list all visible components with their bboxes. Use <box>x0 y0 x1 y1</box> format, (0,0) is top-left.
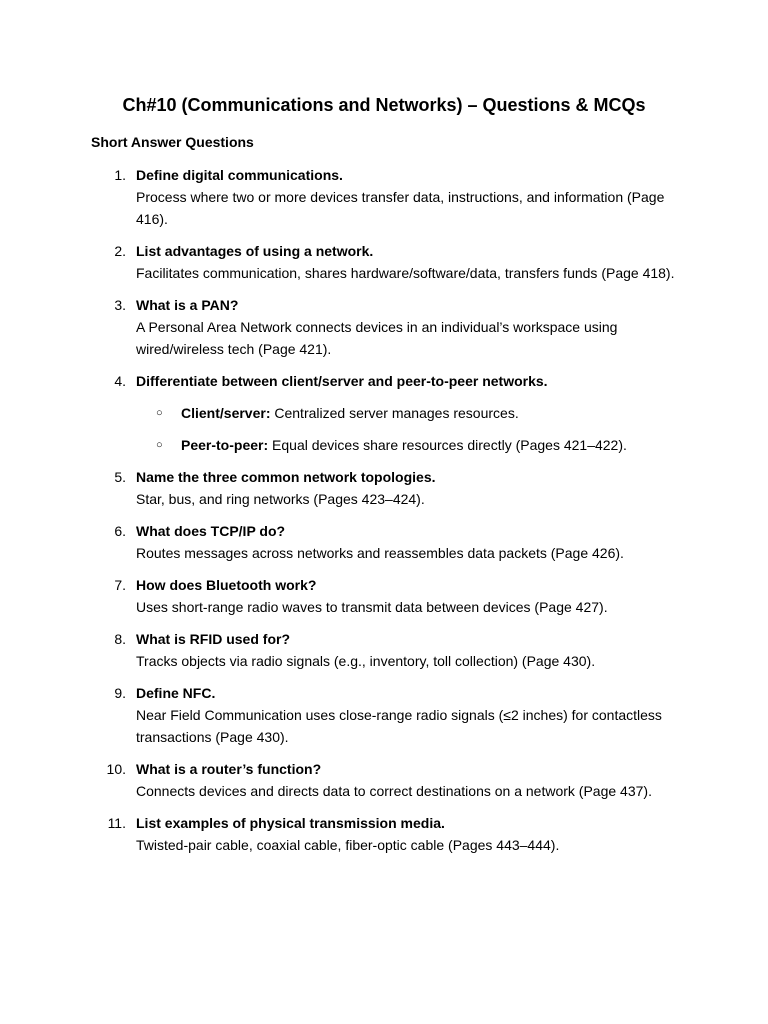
question-number: 2. <box>114 243 126 259</box>
answer-text: Tracks objects via radio signals (e.g., inventory, toll collection) (Page 430). <box>136 653 596 669</box>
question-number: 6. <box>114 523 126 539</box>
comparison-term: Client/server: <box>181 405 271 421</box>
question-item <box>0 812 768 856</box>
question-text: Define NFC. <box>136 685 216 701</box>
question-text: What is a PAN? <box>136 297 239 313</box>
question-number: 7. <box>114 577 126 593</box>
question-item <box>0 240 768 284</box>
question-text: What is RFID used for? <box>136 631 290 647</box>
question-item <box>0 574 768 618</box>
question-item <box>0 520 768 564</box>
question-text: What is a router’s function? <box>136 761 322 777</box>
question-number: 10. <box>106 761 126 777</box>
answer-text: Near Field Communication uses close-range radio signals (≤2 inches) for contactless transactions (Page 430). <box>136 707 662 745</box>
answer-text: Connects devices and directs data to correct destinations on a network (Page 437). <box>136 783 652 799</box>
answer-text: Facilitates communication, shares hardware/software/data, transfers funds (Page 418). <box>136 265 675 281</box>
question-list <box>0 164 768 866</box>
hollow-bullet-icon: ○ <box>156 407 163 419</box>
answer-text: Process where two or more devices transfer data, instructions, and information (Page 416). <box>136 189 665 227</box>
question-number: 3. <box>114 297 126 313</box>
section-heading: Short Answer Questions <box>91 134 254 150</box>
question-item <box>0 682 768 748</box>
question-number: 8. <box>114 631 126 647</box>
question-item <box>0 628 768 672</box>
question-number: 11. <box>107 815 126 831</box>
question-item <box>0 466 768 510</box>
question-text: List advantages of using a network. <box>136 243 374 259</box>
question-text: Name the three common network topologies. <box>136 469 436 485</box>
question-text: How does Bluetooth work? <box>136 577 317 593</box>
question-number: 5. <box>114 469 126 485</box>
hollow-bullet-icon: ○ <box>156 439 163 451</box>
question-item <box>0 758 768 802</box>
answer-text: A Personal Area Network connects devices in an individual’s workspace using wired/wireless tech (Page 421). <box>136 319 618 357</box>
comparison-list <box>136 402 678 456</box>
answer-text: Routes messages across networks and reassembles data packets (Page 426). <box>136 545 624 561</box>
answer-text: Twisted-pair cable, coaxial cable, fiber-optic cable (Pages 443–444). <box>136 837 560 853</box>
question-item <box>0 294 768 360</box>
question-number: 4. <box>114 373 126 389</box>
question-item <box>0 370 768 456</box>
comparison-item <box>136 434 678 456</box>
comparison-item <box>136 402 678 424</box>
question-text: What does TCP/IP do? <box>136 523 286 539</box>
comparison-text: Centralized server manages resources. <box>270 405 519 421</box>
comparison-term: Peer-to-peer: <box>181 437 269 453</box>
comparison-text: Equal devices share resources directly (Pages 421–422). <box>268 437 627 453</box>
question-text: Define digital communications. <box>136 167 343 183</box>
question-number: 1. <box>114 167 126 183</box>
page-title: Ch#10 (Communications and Networks) – Questions & MCQs <box>122 95 646 115</box>
answer-text: Uses short-range radio waves to transmit data between devices (Page 427). <box>136 599 608 615</box>
question-number: 9. <box>114 685 126 701</box>
question-text: List examples of physical transmission media. <box>136 815 445 831</box>
question-item <box>0 164 768 230</box>
answer-text: Star, bus, and ring networks (Pages 423–424). <box>136 491 425 507</box>
question-text: Differentiate between client/server and peer-to-peer networks. <box>136 373 548 389</box>
